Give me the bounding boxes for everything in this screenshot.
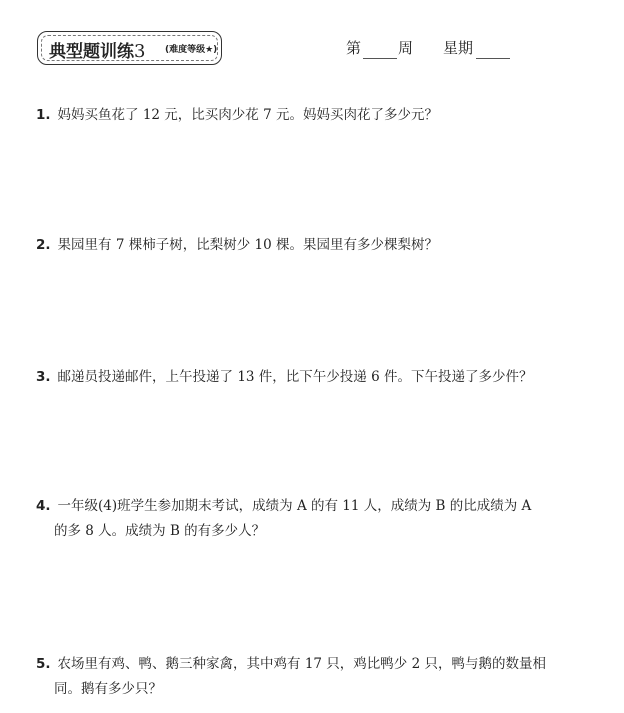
exercise-number: 3 xyxy=(134,41,146,62)
exercise-title: 典型题训练3 xyxy=(49,41,146,62)
question-2: 2. 果园里有 7 棵柿子树，比梨树少 10 棵。果园里有多少棵梨树？ xyxy=(36,237,438,253)
exercise-title-box xyxy=(37,31,222,65)
question-4: 4. 一年级(4)班学生参加期末考试，成绩为 A 的有 11 人，成绩为 B 的比成绩为 A 的多 8 人。成绩为 B 的有多少人？ xyxy=(36,494,576,544)
difficulty-label: (难度等级★) xyxy=(165,45,218,55)
question-text-continued: 的多 8 人。成绩为 B 的有多少人？ xyxy=(54,523,266,539)
question-1: 1. 妈妈买鱼花了 12 元，比买肉少花 7 元。妈妈买肉花了多少元？ xyxy=(36,107,438,123)
question-text: 果园里有 7 棵柿子树，比梨树少 10 棵。果园里有多少棵梨树？ xyxy=(57,237,438,253)
question-text: 一年级(4)班学生参加期末考试，成绩为 A 的有 11 人，成绩为 B 的比成绩为 A xyxy=(57,498,532,514)
week-suffix: 周 xyxy=(398,39,414,57)
weekday-blank xyxy=(476,58,510,59)
question-text-continued: 同。鹅有多少只？ xyxy=(54,681,162,697)
question-3: 3. 邮递员投递邮件，上午投递了 13 件，比下午少投递 6 件。下午投递了多少件？ xyxy=(36,369,533,385)
question-text: 邮递员投递邮件，上午投递了 13 件，比下午少投递 6 件。下午投递了多少件？ xyxy=(57,369,533,385)
question-text: 妈妈买鱼花了 12 元，比买肉少花 7 元。妈妈买肉花了多少元？ xyxy=(57,107,438,123)
week-prefix: 第 xyxy=(346,39,362,57)
question-text: 农场里有鸡、鸭、鹅三种家禽，其中鸡有 17 只，鸡比鸭少 2 只，鸭与鹅的数量相 xyxy=(57,656,546,672)
week-blank xyxy=(363,58,397,59)
weekday-label: 星期 xyxy=(443,39,474,57)
question-5: 5. 农场里有鸡、鸭、鹅三种家禽，其中鸡有 17 只，鸡比鸭少 2 只，鸭与鹅的数量相 同。鹅有多少只？ xyxy=(36,652,576,702)
